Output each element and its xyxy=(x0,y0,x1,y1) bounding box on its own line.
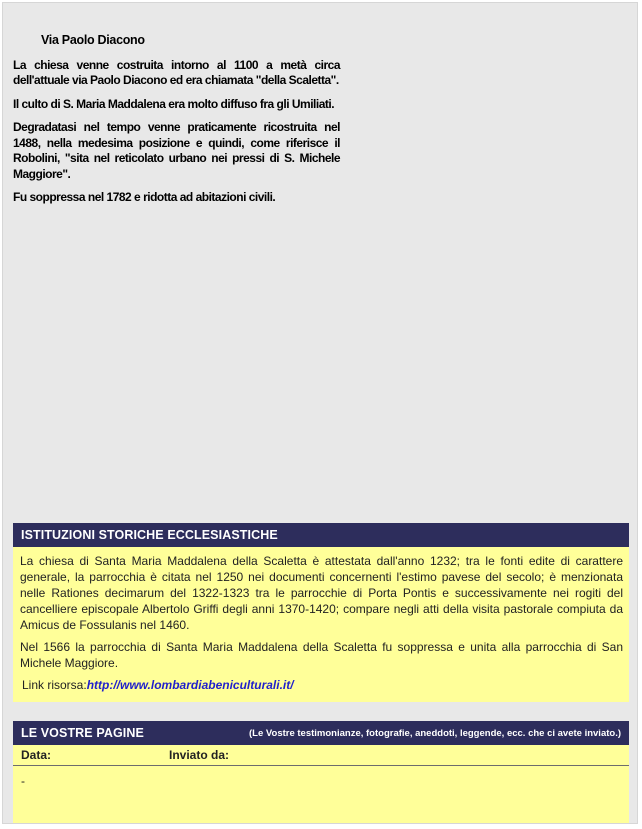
article-paragraph: Il culto di S. Maria Maddalena era molto diffuso fra gli Umiliati. xyxy=(13,96,335,111)
vostre-pagine-box xyxy=(13,721,629,823)
page-panel xyxy=(2,2,638,824)
article-title: Via Paolo Diacono xyxy=(41,33,145,47)
vostre-pagine-title: LE VOSTRE PAGINE xyxy=(21,726,144,740)
article-paragraph: Degradatasi nel tempo venne praticamente ricostruita nel 1488, nella medesima posizione e quindi, come riferisce il Robolini, "sita nel reticolato urbano nei pressi di S. Michele Maggiore". xyxy=(13,120,340,181)
istituzioni-title: ISTITUZIONI STORICHE ECCLESIASTICHE xyxy=(21,528,278,542)
article-paragraph: Fu soppressa nel 1782 e ridotta ad abitazioni civili. xyxy=(13,190,276,204)
lombardia-link[interactable]: http://www.lombardiabeniculturali.it/ xyxy=(86,678,294,692)
istituzioni-paragraph: La chiesa di Santa Maria Maddalena della Scaletta è attestata dall'anno 1232; tra le fonti edite di carattere generale, la parrocchia è citata nel 1250 nei documenti concernenti l'estimo pavese del secolo; è menzionata nelle Rationes decimarum del 1322-1323 tra le parrocchie di Porta Pontis e successivamente nei rogiti del cancelliere episcopale Albertolo Griffi degli anni 1370-1420; compare negli atti della visita pastorale compiuta da Amicus de Fossulanis nel 1460. xyxy=(20,554,623,632)
link-risorsa xyxy=(22,677,623,693)
table-header xyxy=(13,745,629,766)
istituzioni-body xyxy=(13,547,629,693)
table-row xyxy=(13,766,629,796)
empty-placeholder: - xyxy=(21,774,25,788)
article xyxy=(13,33,340,214)
column-inviato: Inviato da: xyxy=(169,748,230,762)
istituzioni-box xyxy=(13,523,629,702)
vostre-pagine-subtitle: (Le Vostre testimonianze, fotografie, aneddoti, leggende, ecc. che ci avete inviato.) xyxy=(249,727,621,739)
article-paragraph: La chiesa venne costruita intorno al 1100 a metà circa dell'attuale via Paolo Diacono ed era chiamata "della Scaletta". xyxy=(13,57,340,87)
istituzioni-header xyxy=(13,523,629,547)
vostre-pagine-header xyxy=(13,721,629,745)
istituzioni-paragraph: Nel 1566 la parrocchia di Santa Maria Maddalena della Scaletta fu soppressa e unita alla parrocchia di San Michele Maggiore. xyxy=(20,640,623,670)
link-label: Link risorsa: xyxy=(22,678,87,692)
column-data: Data: xyxy=(21,748,52,762)
